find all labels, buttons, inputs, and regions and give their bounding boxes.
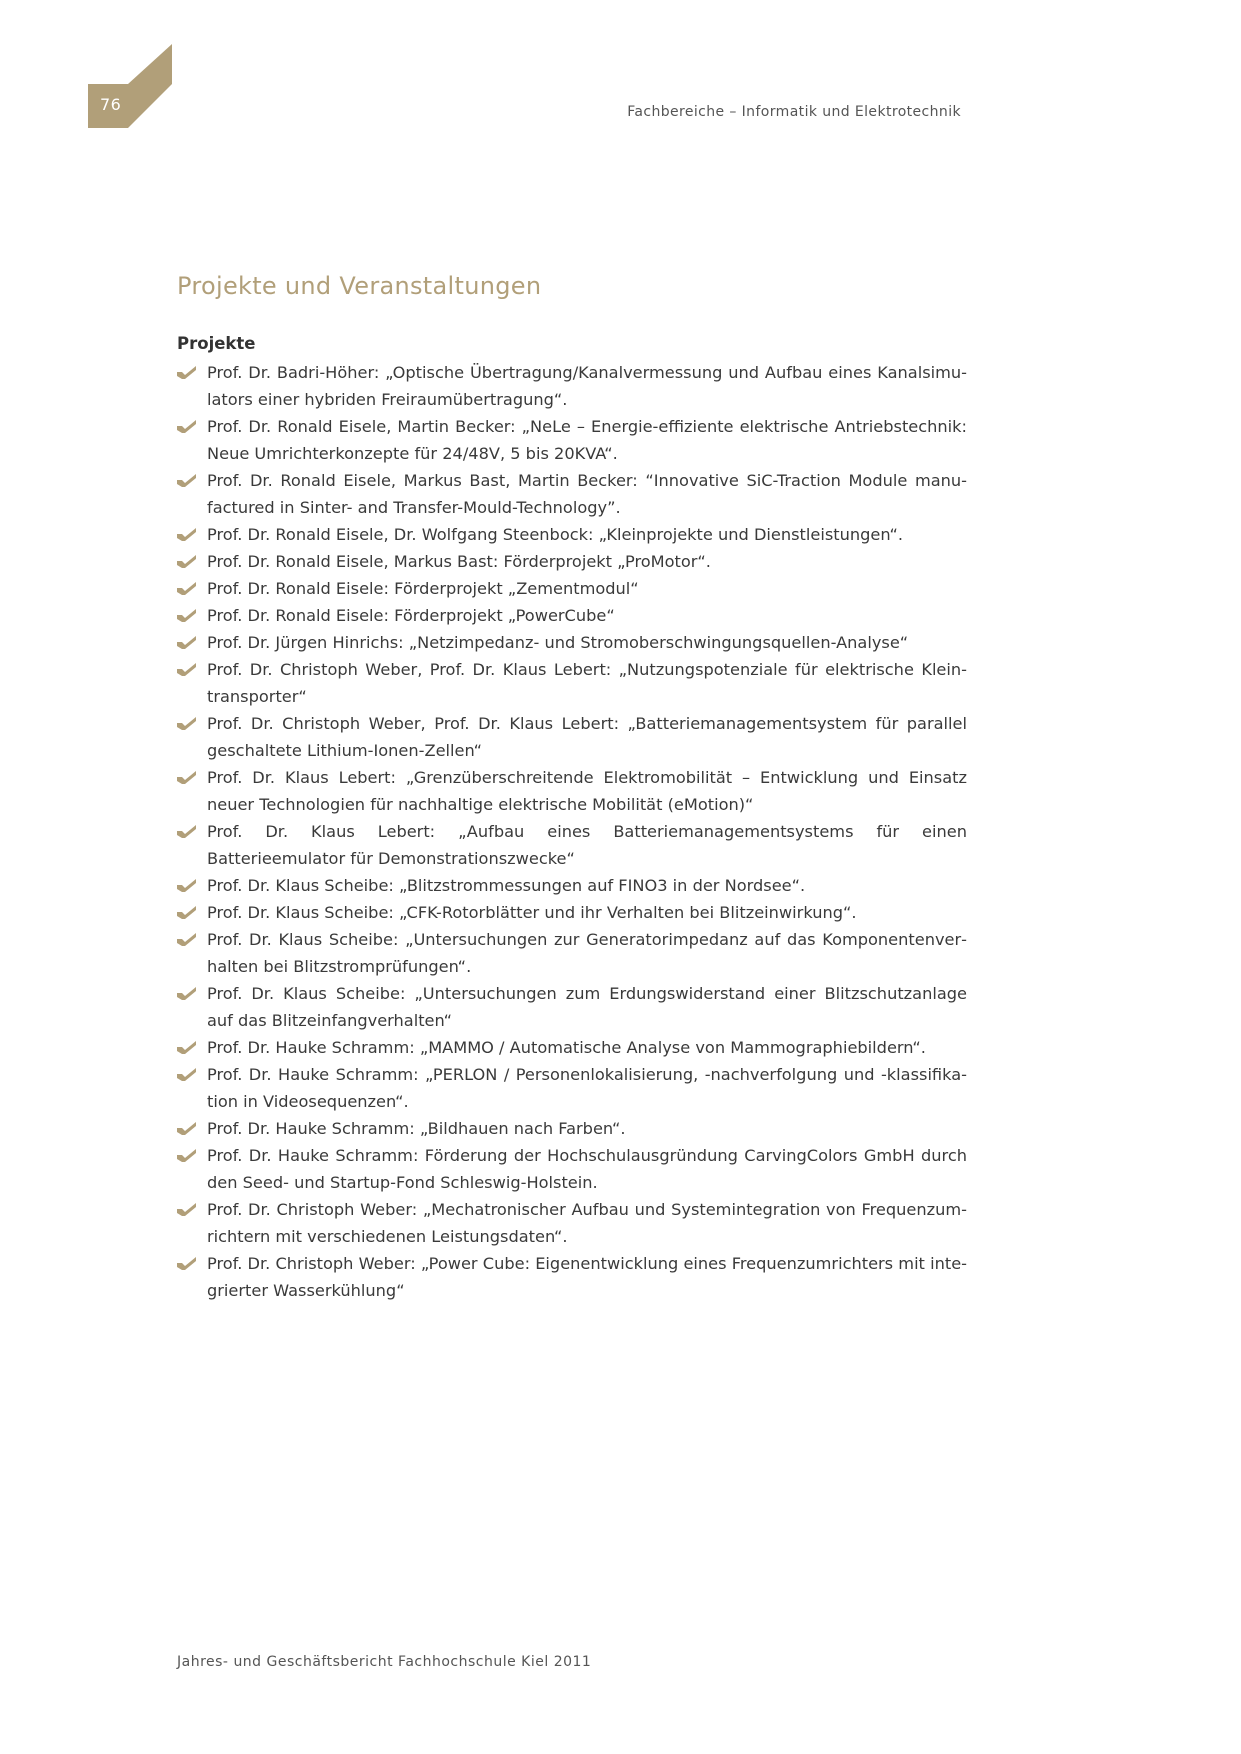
- project-item-text: Prof. Dr. Ronald Eisele: Förderprojekt „Zementmodul“: [207, 579, 639, 598]
- checkmark-arrow-icon: [177, 635, 197, 649]
- project-item: [177, 359, 967, 413]
- project-item-text: Prof. Dr. Klaus Lebert: „Grenzüberschreitende Elektromobilität – Entwicklung und Einsatz neuer Technologien für nachhaltige elektrische Mobilität (eMotion)“: [207, 768, 967, 814]
- checkmark-arrow-icon: [177, 905, 197, 919]
- project-item: [177, 899, 967, 926]
- project-item-text: Prof. Dr. Klaus Scheibe: „Blitzstrommessungen auf FINO3 in der Nordsee“.: [207, 876, 806, 895]
- project-item-text: Prof. Dr. Jürgen Hinrichs: „Netzimpedanz- und Stromoberschwingungsquellen-Analyse“: [207, 633, 909, 652]
- project-item: [177, 467, 967, 521]
- project-item: [177, 818, 967, 872]
- checkmark-arrow-icon: [177, 1067, 197, 1081]
- checkmark-arrow-icon: [177, 1121, 197, 1135]
- project-item: [177, 521, 967, 548]
- project-item: [177, 548, 967, 575]
- project-item-text: Prof. Dr. Christoph Weber: „Mechatronischer Aufbau und Systemintegration von Frequenzumrichtern mit verschiedenen Leistungsdaten“.: [207, 1200, 967, 1246]
- project-item-text: Prof. Dr. Klaus Scheibe: „CFK-Rotorblätter und ihr Verhalten bei Blitzeinwirkung“.: [207, 903, 857, 922]
- project-item: [177, 926, 967, 980]
- footer-text: Jahres- und Geschäftsbericht Fachhochschule Kiel 2011: [177, 1654, 592, 1670]
- project-item: [177, 629, 967, 656]
- project-item-text: Prof. Dr. Hauke Schramm: „MAMMO / Automatische Analyse von Mammographiebildern“.: [207, 1038, 926, 1057]
- project-item: [177, 1115, 967, 1142]
- checkmark-arrow-icon: [177, 365, 197, 379]
- checkmark-arrow-icon: [177, 473, 197, 487]
- project-item: [177, 1250, 967, 1304]
- checkmark-arrow-icon: [177, 878, 197, 892]
- project-item-text: Prof. Dr. Hauke Schramm: Förderung der Hochschulausgründung CarvingColors GmbH durch den Seed- und Startup-Fond Schleswig-Holstein.: [207, 1146, 967, 1192]
- project-item-text: Prof. Dr. Ronald Eisele, Markus Bast, Martin Becker: “Innovative SiC-Traction Module manufactured in Sinter- and Transfer-Mould-Technology”.: [207, 471, 967, 517]
- project-item-text: Prof. Dr. Christoph Weber, Prof. Dr. Klaus Lebert: „Nutzungspotenziale für elektrische Kleintransporter“: [207, 660, 967, 706]
- checkmark-arrow-icon: [177, 770, 197, 784]
- project-item-text: Prof. Dr. Ronald Eisele, Dr. Wolfgang Steenbock: „Kleinprojekte und Dienstleistungen“.: [207, 525, 904, 544]
- checkmark-arrow-icon: [177, 986, 197, 1000]
- project-item-text: Prof. Dr. Ronald Eisele, Markus Bast: Förderprojekt „ProMotor“.: [207, 552, 711, 571]
- checkmark-arrow-icon: [177, 581, 197, 595]
- page-number: 76: [100, 95, 122, 114]
- project-item: [177, 575, 967, 602]
- project-item-text: Prof. Dr. Christoph Weber, Prof. Dr. Klaus Lebert: „Batteriemanagementsystem für parallel geschaltete Lithium-Ionen-Zellen“: [207, 714, 967, 760]
- checkmark-arrow-icon: [177, 662, 197, 676]
- project-item: [177, 1196, 967, 1250]
- project-item: [177, 872, 967, 899]
- checkmark-arrow-icon: [177, 527, 197, 541]
- project-item: [177, 602, 967, 629]
- page-badge-shape: [88, 44, 172, 128]
- checkmark-arrow-icon: [177, 824, 197, 838]
- project-item-text: Prof. Dr. Hauke Schramm: „PERLON / Personenlokalisierung, -nachverfolgung und -klassifikation in Videosequenzen“.: [207, 1065, 967, 1111]
- page-number-badge: [88, 44, 172, 128]
- checkmark-arrow-icon: [177, 1040, 197, 1054]
- project-item: [177, 710, 967, 764]
- checkmark-arrow-icon: [177, 1256, 197, 1270]
- project-item-text: Prof. Dr. Klaus Lebert: „Aufbau eines Batteriemanagementsystems für einen Batterieemulator für Demonstrationszwecke“: [207, 822, 967, 868]
- project-list: [177, 359, 967, 1304]
- project-item: [177, 980, 967, 1034]
- checkmark-arrow-icon: [177, 1202, 197, 1216]
- project-item: [177, 1061, 967, 1115]
- running-header: Fachbereiche – Informatik und Elektrotechnik: [627, 104, 961, 120]
- project-item-text: Prof. Dr. Klaus Scheibe: „Untersuchungen zur Generatorimpedanz auf das Komponentenverhalten bei Blitzstromprüfungen“.: [207, 930, 967, 976]
- project-item: [177, 764, 967, 818]
- checkmark-arrow-icon: [177, 1148, 197, 1162]
- project-item-text: Prof. Dr. Klaus Scheibe: „Untersuchungen zum Erdungswiderstand einer Blitzschutzanlage auf das Blitzeinfangverhalten“: [207, 984, 967, 1030]
- project-item: [177, 413, 967, 467]
- checkmark-arrow-icon: [177, 554, 197, 568]
- checkmark-arrow-icon: [177, 419, 197, 433]
- project-item-text: Prof. Dr. Ronald Eisele: Förderprojekt „PowerCube“: [207, 606, 615, 625]
- project-item: [177, 656, 967, 710]
- subheading: Projekte: [177, 334, 256, 353]
- project-item-text: Prof. Dr. Hauke Schramm: „Bildhauen nach Farben“.: [207, 1119, 626, 1138]
- checkmark-arrow-icon: [177, 932, 197, 946]
- checkmark-arrow-icon: [177, 716, 197, 730]
- section-title: Projekte und Veranstaltungen: [177, 272, 542, 300]
- project-item-text: Prof. Dr. Ronald Eisele, Martin Becker: „NeLe – Energie-effiziente elektrische Antriebstechnik: Neue Umrichterkonzepte für 24/48V, 5 bis 20KVA“.: [207, 417, 967, 463]
- project-item: [177, 1142, 967, 1196]
- checkmark-arrow-icon: [177, 608, 197, 622]
- project-item: [177, 1034, 967, 1061]
- project-item-text: Prof. Dr. Christoph Weber: „Power Cube: Eigenentwicklung eines Frequenzumrichters mit integrierter Wasserkühlung“: [207, 1254, 967, 1300]
- project-item-text: Prof. Dr. Badri-Höher: „Optische Übertragung/Kanalvermessung und Aufbau eines Kanalsimulators einer hybriden Freiraumübertragung“.: [207, 363, 967, 409]
